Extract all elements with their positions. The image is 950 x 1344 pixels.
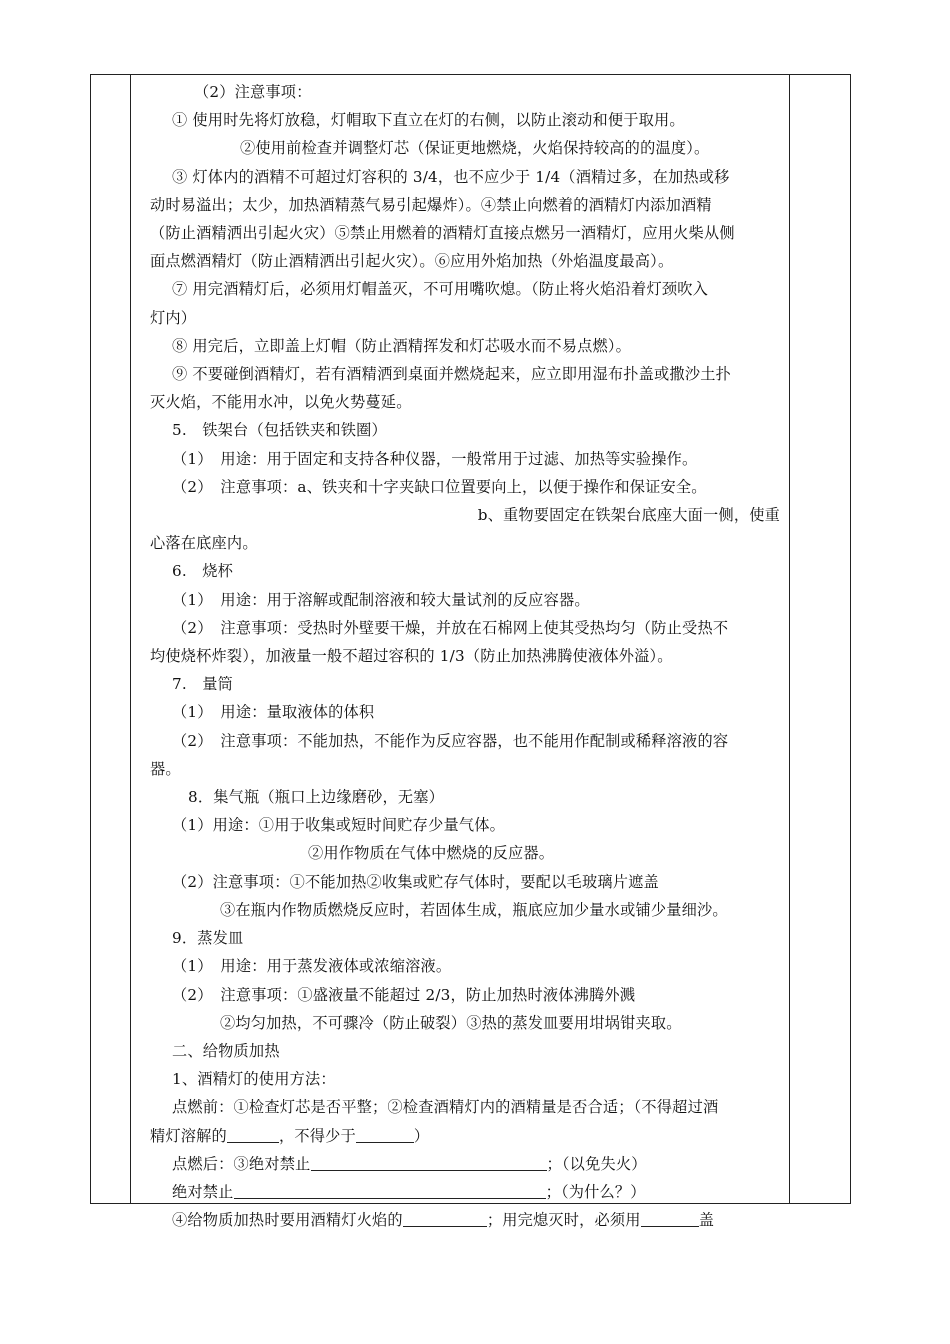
fill-blank[interactable]	[227, 1124, 279, 1143]
fill-text: ；（为什么？）	[545, 1182, 646, 1201]
text-line: b、重物要固定在铁架台底座大面一侧，使重	[477, 506, 780, 525]
text-line: ②使用前检查并调整灯芯（保证更地燃烧，火焰保持较高的的温度）。	[240, 139, 710, 158]
fill-text: 绝对禁止	[172, 1182, 234, 1201]
text-line: 1、酒精灯的使用方法：	[172, 1070, 336, 1089]
section-heading: 9．蒸发皿	[172, 929, 244, 948]
fill-blank[interactable]	[403, 1208, 487, 1227]
text-line: ⑧ 用完后，立即盖上灯帽（防止酒精挥发和灯芯吸水而不易点燃）。	[172, 336, 632, 355]
fill-text: ，不得少于	[278, 1126, 356, 1145]
fill-text: ；用完熄灭时，必须用	[486, 1211, 641, 1230]
text-line: （1）用途：①用于收集或短时间贮存少量气体。	[172, 816, 506, 835]
fill-text: 精灯溶解的	[150, 1126, 227, 1145]
text-line: ⑨ 不要碰倒酒精灯，若有酒精洒到桌面并燃烧起来，应立即用湿布扑盖或撒沙土扑	[172, 365, 731, 384]
fill-blank[interactable]	[641, 1208, 699, 1227]
text-line: （2） 注意事项：受热时外壁要干燥，并放在石棉网上使其受热均匀（防止受热不	[172, 618, 729, 637]
document-body	[150, 78, 784, 1234]
text-line: ③在瓶内作物质燃烧反应时，若固体生成，瓶底应加少量水或铺少量细沙。	[220, 900, 728, 919]
fill-text: ）	[413, 1126, 430, 1145]
text-line: （2）注意事项：①不能加热②收集或贮存气体时，要配以毛玻璃片遮盖	[172, 872, 659, 891]
text-line: ⑦ 用完酒精灯后，必须用灯帽盖灭，不可用嘴吹熄。（防止将火焰沿着灯颈吹入	[172, 280, 708, 299]
text-line: 均使烧杯炸裂），加液量一般不超过容积的 1/3（防止加热沸腾使液体外溢）。	[150, 647, 673, 666]
text-line: （2） 注意事项：a、铁夹和十字夹缺口位置要向上，以便于操作和保证安全。	[172, 477, 707, 496]
text-line: ②均匀加热，不可骤冷（防止破裂）③热的蒸发皿要用坩埚钳夹取。	[220, 1013, 682, 1032]
left-column-divider	[130, 74, 131, 1204]
fill-blank[interactable]	[356, 1124, 414, 1143]
fill-text: 盖	[698, 1211, 715, 1230]
section-heading: 6. 烧杯	[172, 562, 234, 581]
text-line: ① 使用时先将灯放稳，灯帽取下直立在灯的右侧，以防止滚动和便于取用。	[172, 111, 685, 130]
fill-blank[interactable]	[311, 1152, 547, 1171]
text-line: 灭火焰，不能用水冲，以免火势蔓延。	[150, 393, 412, 412]
text-line: 点燃前：①检查灯芯是否平整；②检查酒精灯内的酒精量是否合适；（不得超过酒	[172, 1098, 719, 1117]
section-heading: 5. 铁架台（包括铁夹和铁圈）	[172, 421, 387, 440]
fill-in-line	[172, 1178, 784, 1206]
text-line: （1） 用途：用于溶解或配制溶液和较大量试剂的反应容器。	[172, 590, 590, 609]
text-line: ②用作物质在气体中燃烧的反应器。	[308, 844, 555, 863]
text-line: 器。	[150, 759, 181, 778]
text-line: 心落在底座内。	[150, 534, 258, 553]
section-heading: 8．集气瓶（瓶口上边缘磨砂，无塞）	[188, 788, 445, 807]
text-line: （1） 用途：用于固定和支持各种仪器，一般常用于过滤、加热等实验操作。	[172, 449, 698, 468]
text-line: （2）注意事项：	[194, 83, 312, 101]
text-line: 动时易溢出；太少，加热酒精蒸气易引起爆炸）。④禁止向燃着的酒精灯内添加酒精	[150, 195, 712, 214]
fill-text: ④给物质加热时要用酒精灯火焰的	[172, 1211, 403, 1230]
fill-text: ；（以免失火）	[546, 1154, 647, 1173]
text-line: 灯内）	[150, 308, 197, 327]
fill-in-line	[172, 1150, 784, 1178]
text-line: （1） 用途：量取液体的体积	[172, 703, 375, 722]
text-line: （2） 注意事项：①盛液量不能超过 2/3，防止加热时液体沸腾外溅	[172, 985, 636, 1004]
text-line: （防止酒精洒出引起火灾）⑤禁止用燃着的酒精灯直接点燃另一酒精灯，应用火柴从侧	[150, 224, 735, 243]
text-line: 面点燃酒精灯（防止酒精洒出引起火灾）。⑥应用外焰加热（外焰温度最高）。	[150, 252, 674, 271]
fill-blank[interactable]	[234, 1180, 546, 1199]
text-line: ③ 灯体内的酒精不可超过灯容积的 3/4，也不应少于 1/4（酒精过多，在加热或移	[172, 167, 730, 186]
text-line: （2） 注意事项：不能加热，不能作为反应容器，也不能用作配制或稀释溶液的容	[172, 731, 729, 750]
fill-in-line	[150, 1122, 784, 1150]
right-column-divider	[789, 74, 790, 1204]
fill-text: 点燃后：③绝对禁止	[172, 1154, 311, 1173]
section-heading: 二、给物质加热	[172, 1041, 280, 1060]
fill-in-line	[172, 1206, 784, 1234]
text-line: （1） 用途：用于蒸发液体或浓缩溶液。	[172, 957, 452, 976]
section-heading: 7. 量筒	[172, 675, 234, 694]
